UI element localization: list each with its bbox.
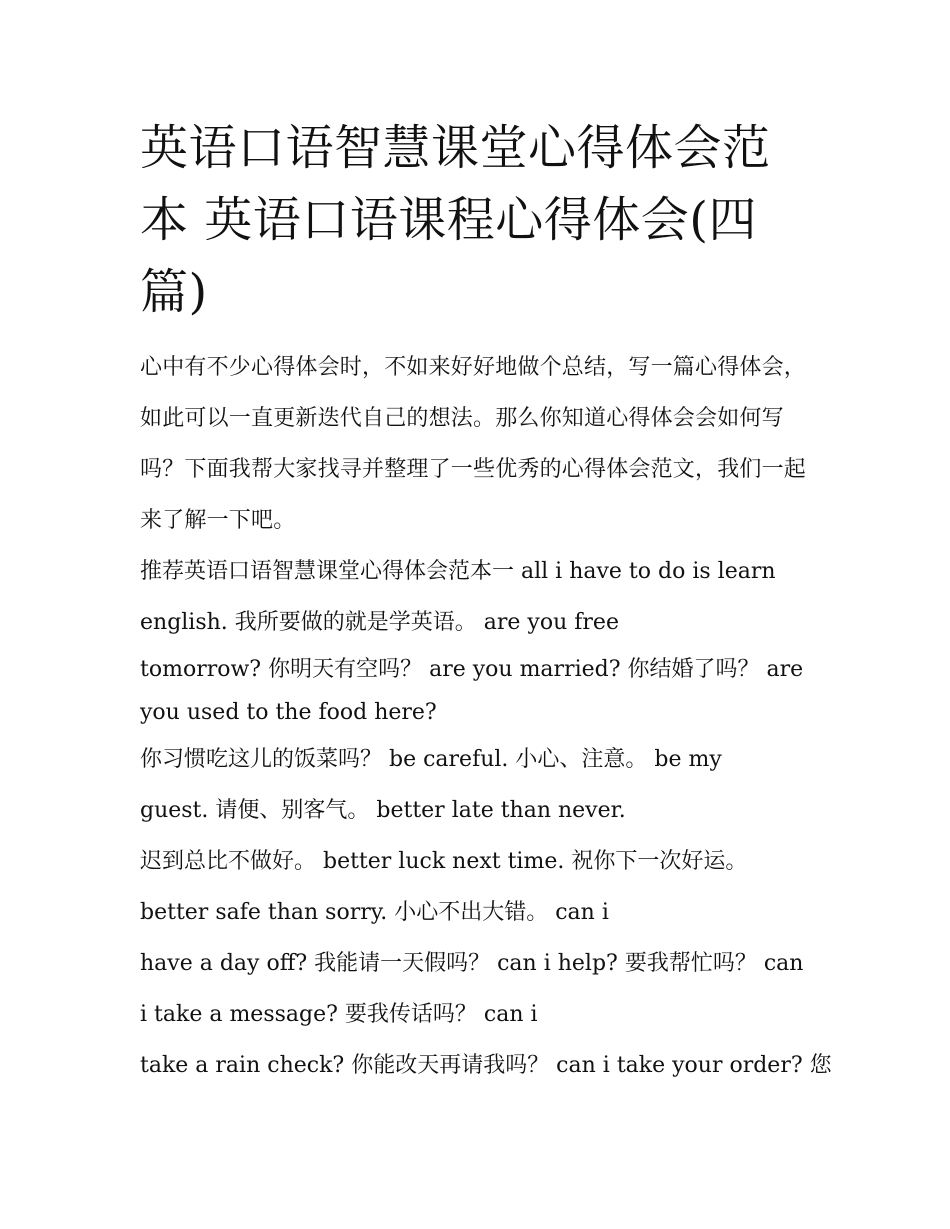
body-line-1: 推荐英语口语智慧课堂心得体会范本一 all i have to do is learn: [140, 559, 776, 584]
body-line-8: better safe than sorry. 小心不出大错。 can i: [140, 900, 609, 925]
body-line-11: take a rain check? 你能改天再请我吗？ can i take your order? 您: [140, 1053, 832, 1078]
intro-paragraph: 心中有不少心得体会时，不如来好好地做个总结，写一篇心得体会，如此可以一直更新迭代自己的想法。那么你知道心得体会会如何写吗？下面我帮大家找寻并整理了一些优秀的心得体会范文，我们一起来了解一下吧。: [140, 355, 807, 533]
document-title: 英语口语智慧课堂心得体会范本 英语口语课程心得体会(四篇): [140, 120, 771, 320]
body-line-5: 你习惯吃这儿的饭菜吗？ be careful. 小心、注意。 be my: [140, 747, 722, 772]
body-line-3: tomorrow? 你明天有空吗？ are you married? 你结婚了吗？ are: [140, 657, 804, 682]
body-line-7: 迟到总比不做好。 better luck next time. 祝你下一次好运。: [140, 849, 748, 874]
document-page: [140, 112, 832, 1091]
body-line-2: english. 我所要做的就是学英语。 are you free: [140, 610, 619, 635]
body-line-4: you used to the food here?: [140, 700, 437, 725]
body-line-10: i take a message? 要我传话吗？ can i: [140, 1002, 538, 1027]
body-line-6: guest. 请便、别客气。 better late than never.: [140, 798, 626, 823]
body-line-9: have a day off? 我能请一天假吗？ can i help? 要我帮忙吗？ can: [140, 951, 804, 976]
